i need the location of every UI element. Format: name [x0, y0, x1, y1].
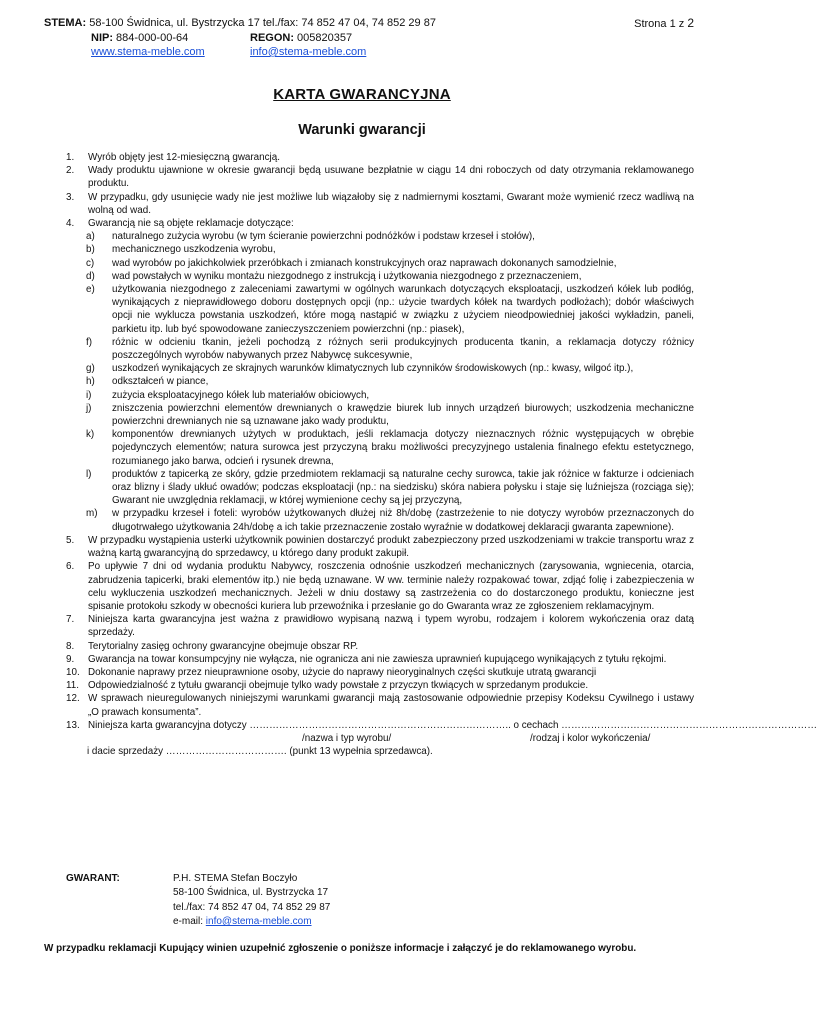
exclusion-item: [58, 375, 694, 388]
term-text: W przypadku wystąpienia usterki użytkownik powinien dostarczyć produkt zabezpieczony przed uszkodzeniami w trakcie transportu wraz z ważną kartą gwarancyjną do sprzedawcy, u którego dany produkt zakupił.: [88, 534, 694, 560]
term-item: [58, 679, 694, 692]
term-text: W przypadku, gdy usunięcie wady nie jest możliwe lub wiązałoby się z nadmiernymi kosztami, Gwarant może wymienić rzecz wadliwą na wolną od wad.: [88, 191, 694, 216]
term-number: 9.: [66, 653, 75, 665]
guarantor-details: [173, 872, 330, 930]
nip-value: 884-000-00-64: [113, 31, 189, 44]
nip-label: NIP:: [91, 31, 113, 44]
guarantor-phone: tel./fax: 74 852 47 04, 74 852 29 87: [173, 901, 331, 913]
exclusion-letter: h): [86, 376, 95, 388]
term-text: Po upływie 7 dni od wydania produktu Nabywcy, roszczenia odnośnie uszkodzeń mechanicznych (zarysowania, wgniecenia, otarcia, zabrudzenia tapicerki, braki elementów itp.) nie będą uznawane. W ww. terminie należy rozpakować towar, zdjąć folię i zabezpieczenia w celu wykluczenia uszkodzeń mechanicznych. Jeżeli w dniu dostawy są zastrzeżenia co do dostarczonego produktu, konieczne jest spisanie protokołu szkody w obecności kuriera lub przewoźnika i przesłanie go do Gwaranta wraz ze zgłoszeniem reklamacyjnym.: [88, 561, 694, 612]
exclusion-text: różnic w odcieniu tkanin, jeżeli pochodzą z różnych serii produkcyjnych producenta tkanin, a reklamacja dotyczy różnicy poszczególnych wyrobów nabywanych przez Nabywcę sukcesywnie,: [112, 336, 694, 362]
exclusion-text: wad wyrobów po jakichkolwiek przeróbkach i zmianach konstrukcyjnych oraz naprawach dokonanych samodzielnie,: [112, 257, 617, 269]
sale-date-line[interactable]: i dacie sprzedaży ………………………………. (punkt 13 wypełnia sprzedawca).: [87, 746, 433, 758]
term-item: [58, 653, 694, 666]
term-number: 13.: [66, 719, 80, 731]
document-title: KARTA GWARANCYJNA: [273, 86, 451, 103]
term-number: 8.: [66, 640, 75, 652]
exclusion-letter: j): [86, 402, 92, 414]
regon-label: REGON:: [250, 31, 294, 44]
ids-line: [44, 31, 694, 46]
term-number: 1.: [66, 152, 75, 163]
note-product-name: /nazwa i typ wyrobu/: [302, 732, 392, 744]
company-line: [44, 16, 694, 31]
exclusion-item: [58, 257, 694, 270]
term-item: [58, 613, 694, 639]
term-number: 12.: [66, 693, 80, 705]
term-item: [58, 719, 817, 732]
exclusion-text: uszkodzeń wynikających ze skrajnych warunków klimatycznych lub czynników środowiskowych (np.: kwasy, wilgoć itp.),: [112, 363, 634, 375]
term-number: 3.: [66, 191, 75, 203]
guarantor-name: P.H. STEMA Stefan Boczyło: [173, 873, 298, 884]
term-number: 11.: [66, 680, 79, 692]
email-link[interactable]: info@stema-meble.com: [250, 46, 367, 58]
term-number: 7.: [66, 614, 75, 626]
exclusion-text: odkształceń w piance,: [112, 376, 209, 388]
letterhead: [44, 16, 694, 60]
exclusion-item: [58, 336, 694, 362]
term-number: 4.: [66, 218, 75, 230]
term-item: [58, 534, 694, 560]
term-item: [58, 640, 694, 653]
term-item: [58, 151, 694, 164]
term-number: 10.: [66, 666, 80, 678]
page-total: 2: [687, 16, 694, 30]
term-text: Gwarancją nie są objęte reklamacje dotyczące:: [88, 218, 294, 230]
regon: [250, 31, 352, 46]
term-text: Wyrób objęty jest 12-miesięczną gwarancją.: [88, 152, 280, 163]
term-text: Terytorialny zasięg ochrony gwarancyjne obejmuje obszar RP.: [88, 640, 359, 652]
exclusion-item: [58, 468, 694, 508]
warranty-terms: [58, 151, 817, 758]
term13-line[interactable]: Niniejsza karta gwarancyjna dotyczy …………………………………………………………………….. o cechach ……………………………………………………………………: [88, 719, 817, 731]
exclusion-letter: k): [86, 429, 95, 441]
term-number: 5.: [66, 534, 75, 546]
exclusion-letter: e): [86, 284, 95, 296]
exclusion-item: [58, 402, 694, 428]
term-item: [58, 560, 694, 613]
exclusion-item: [58, 270, 694, 283]
guarantor-email-line: [173, 915, 330, 929]
nip: [91, 31, 188, 46]
exclusion-item: [58, 507, 694, 533]
term-text: Niniejsza karta gwarancyjna jest ważna z prawidłowo wypisaną nazwą i typem wyrobu, rodzajem i kolorem wykończenia oraz datą sprzedaży.: [88, 614, 694, 639]
claim-instruction: W przypadku reklamacji Kupujący winien uzupełnić zgłoszenie o poniższe informacje i załączyć je do reklamowanego wyrobu.: [44, 943, 637, 954]
exclusion-letter: b): [86, 244, 95, 256]
exclusion-letter: c): [86, 257, 95, 269]
exclusion-text: użytkowania niezgodnego z zaleceniami zawartymi w ogólnych warunkach dotyczących eksploatacji, uszkodzeń kółek lub podłóg, wynikających z nieprawidłowego doboru dostępnych opcji (np.: użycie twardych kółek na twardych podłożach); dobór właściwych opcji nie wyklucza powstania uszkodzeń, które mogą nastąpić w związku z użyciem nieodpowiedniej jakości wykładzin, paneli, parkietu itp. lub być spowodowane zanieczyszczeniem powierzchni (np.: piasek),: [112, 284, 694, 335]
note-finish: /rodzaj i kolor wykończenia/: [530, 732, 651, 744]
exclusion-letter: a): [86, 231, 95, 243]
term-item: [58, 692, 694, 718]
exclusion-text: wad powstałych w wyniku montażu niezgodnego z instrukcją i użytkowania niezgodnego z przeznaczeniem,: [112, 270, 582, 282]
term-item: [58, 666, 694, 679]
term-text: W sprawach nieuregulowanych niniejszymi warunkami gwarancji mają zastosowanie odpowiednie przepisy Kodeksu Cywilnego i ustawy „O prawach konsumenta”.: [88, 693, 694, 718]
exclusion-letter: l): [86, 468, 92, 480]
exclusion-letter: i): [86, 389, 92, 401]
term13-notes: [58, 732, 694, 745]
exclusion-text: produktów z tapicerką ze skóry, gdzie przedmiotem reklamacji są naturalne cechy surowca, takie jak różnice w fakturze i odcieniach oraz blizny i ślady ukłuć owadów; podczas eksploatacji (np.: na siedzisku) skóra nabiera połysku i staje się luźniejsza (rozciąga się); Gwarant nie uwzględnia reklamacji, w której wymienione cechy są jej przyczyną,: [112, 468, 694, 507]
page-label: Strona 1 z: [634, 18, 685, 30]
term-text: Odpowiedzialność z tytułu gwarancji obejmuje tylko wady powstałe z przyczyn tkwiących w sprzedanym produkcie.: [88, 680, 589, 692]
regon-value: 005820357: [294, 31, 353, 44]
exclusion-item: [58, 428, 694, 468]
term-item: [58, 191, 694, 217]
exclusion-text: komponentów drewnianych użytych w produktach, jeśli reklamacja dotyczy nieznacznych różnic występujących w obrębie pojedynczych elementów; natura surowca jest przyczyną braku możliwości precyzyjnego ustalenia finalnego efektu estetycznego, rozumianego jako barwa, odcień i rysunek drewna,: [112, 429, 694, 467]
term-text: Wady produktu ujawnione w okresie gwarancji będą usuwane bezpłatnie w ciągu 14 dni roboczych od daty otrzymania reklamowanego produktu.: [88, 165, 694, 190]
website-link[interactable]: www.stema-meble.com: [91, 46, 205, 58]
contact-line: [44, 45, 694, 60]
term-number: 2.: [66, 165, 75, 177]
term-item: [58, 164, 694, 190]
exclusion-letter: m): [86, 508, 98, 520]
exclusion-letter: f): [86, 336, 93, 348]
exclusion-text: mechanicznego uszkodzenia wyrobu,: [112, 244, 276, 256]
guarantor-address: 58-100 Świdnica, ul. Bystrzycka 17: [173, 887, 329, 899]
guarantor-label: GWARANT:: [66, 873, 120, 884]
exclusion-letter: d): [86, 270, 95, 282]
exclusion-letter: g): [86, 363, 95, 375]
guarantor-email-link[interactable]: info@stema-meble.com: [205, 916, 312, 928]
exclusion-item: [58, 389, 694, 402]
exclusion-text: naturalnego zużycia wyrobu (w tym ścieranie powierzchni podnóżków i podstaw krzeseł i stołów),: [112, 231, 535, 243]
exclusion-item: [58, 283, 694, 336]
exclusion-text: w przypadku krzeseł i foteli: wyrobów użytkowanych dłużej niż 8h/dobę (zastrzeżenie to nie dotyczy wyrobów przeznaczonych do długotrwałego użytkowania 24h/dobę a ich takie przeznaczenie zostało wyraźnie w dodatkowej deklaracji gwaranta zapewnione).: [112, 508, 694, 533]
exclusion-item: [58, 243, 694, 256]
term-text: Dokonanie naprawy przez nieuprawnione osoby, użycie do naprawy nieoryginalnych części skutkuje utratą gwarancji: [88, 666, 597, 678]
term-text: Gwarancja na towar konsumpcyjny nie wyłącza, nie ogranicza ani nie zawiesza uprawnień kupującego wynikających z tytułu rękojmi.: [88, 653, 667, 665]
exclusion-item: [58, 230, 694, 243]
exclusion-text: zużycia eksploatacyjnego kółek lub materiałów obiciowych,: [112, 389, 370, 401]
guarantor-email-label: e-mail:: [173, 916, 206, 928]
page-indicator: [634, 16, 694, 32]
company-address: 58-100 Świdnica, ul. Bystrzycka 17 tel./fax: 74 852 47 04, 74 852 29 87: [86, 17, 436, 29]
term13-date-line: [58, 745, 694, 758]
exclusion-text: zniszczenia powierzchni elementów drewnianych o krawędzie biurek lub innych urządzeń biurowych; uszkodzenia mechaniczne powierzchni drewnianych nie są uznawane jako wady produktu,: [112, 402, 694, 428]
company-label: STEMA:: [44, 17, 87, 29]
term-item: [58, 217, 694, 230]
exclusion-item: [58, 362, 694, 375]
term-number: 6.: [66, 561, 75, 573]
section-title: Warunki gwarancji: [298, 122, 426, 138]
